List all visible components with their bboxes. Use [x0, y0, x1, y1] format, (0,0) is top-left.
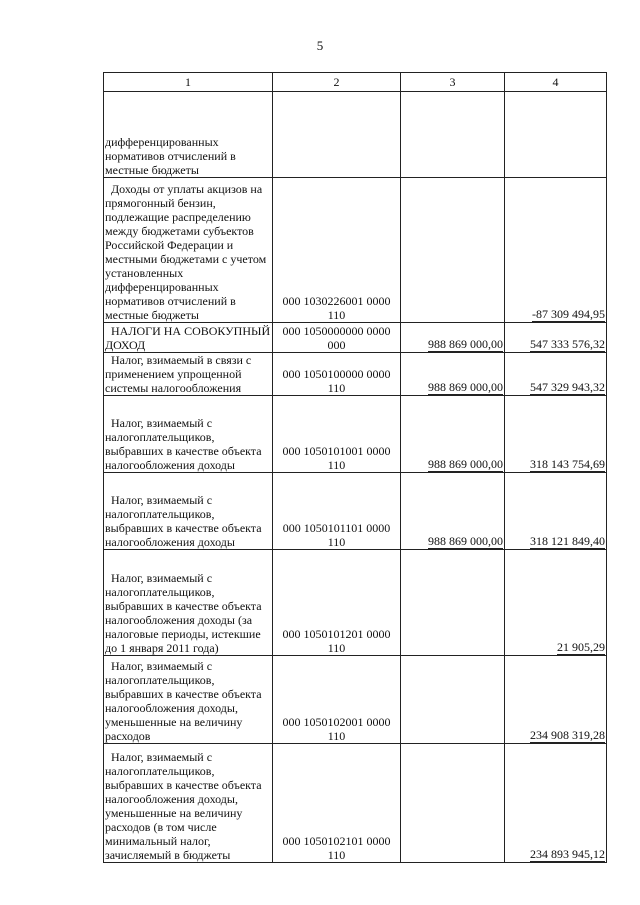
- table-row: [104, 323, 607, 353]
- row-fact: 547 333 576,32: [505, 323, 607, 353]
- table-row: [104, 178, 607, 323]
- table-row: [104, 92, 607, 178]
- row-name: Доходы от уплаты акцизов на прямогонный бензин, подлежащие распределению между бюджетами субъектов Российской Федерации и местными бюджетами с учетом установленных дифференцированных нормативов отчислений в местные бюджеты: [104, 178, 273, 323]
- row-name: Налог, взимаемый с налогоплательщиков, выбравших в качестве объекта налогообложения доходы, уменьшенные на величину расходов (в том числе минимальный налог, зачисляемый в бюджеты: [104, 744, 273, 863]
- table-row: [104, 473, 607, 550]
- row-fact: [505, 92, 607, 178]
- page-number: 5: [316, 38, 324, 53]
- row-name: Налог, взимаемый с налогоплательщиков, выбравших в качестве объекта налогообложения доходы, уменьшенные на величину расходов: [104, 656, 273, 744]
- row-fact: 318 143 754,69: [505, 396, 607, 473]
- row-code: 000 1050101101 0000 110: [273, 473, 401, 550]
- table-row: [104, 550, 607, 656]
- row-name: Налог, взимаемый в связи с применением упрощенной системы налогообложения: [104, 353, 273, 396]
- row-plan: [401, 744, 505, 863]
- row-name: НАЛОГИ НА СОВОКУПНЫЙ ДОХОД: [104, 323, 273, 353]
- table-row: [104, 744, 607, 863]
- table-row: [104, 353, 607, 396]
- column-header: 2: [273, 73, 401, 92]
- row-name: Налог, взимаемый с налогоплательщиков, выбравших в качестве объекта налогообложения доходы (за налоговые периоды, истекшие до 1 января 2011 года): [104, 550, 273, 656]
- revenue-table: [103, 72, 607, 863]
- table-row: [104, 656, 607, 744]
- row-fact: 21 905,29: [505, 550, 607, 656]
- row-fact: -87 309 494,95: [505, 178, 607, 323]
- row-plan: [401, 550, 505, 656]
- row-name: Налог, взимаемый с налогоплательщиков, выбравших в качестве объекта налогообложения доходы: [104, 396, 273, 473]
- row-code: 000 1050101001 0000 110: [273, 396, 401, 473]
- row-code: 000 1050100000 0000 110: [273, 353, 401, 396]
- row-code: 000 1050000000 0000 000: [273, 323, 401, 353]
- column-header: 3: [401, 73, 505, 92]
- row-code: 000 1050101201 0000 110: [273, 550, 401, 656]
- row-fact: 547 329 943,32: [505, 353, 607, 396]
- row-code: 000 1030226001 0000 110: [273, 178, 401, 323]
- row-code: [273, 92, 401, 178]
- row-plan: [401, 656, 505, 744]
- row-fact: 234 908 319,28: [505, 656, 607, 744]
- row-code: 000 1050102101 0000 110: [273, 744, 401, 863]
- row-code: 000 1050102001 0000 110: [273, 656, 401, 744]
- table-header-row: [104, 73, 607, 92]
- row-plan: 988 869 000,00: [401, 323, 505, 353]
- row-plan: [401, 178, 505, 323]
- row-fact: 318 121 849,40: [505, 473, 607, 550]
- table-row: [104, 396, 607, 473]
- column-header: 4: [505, 73, 607, 92]
- row-plan: [401, 92, 505, 178]
- row-plan: 988 869 000,00: [401, 396, 505, 473]
- row-plan: 988 869 000,00: [401, 353, 505, 396]
- row-fact: 234 893 945,12: [505, 744, 607, 863]
- row-plan: 988 869 000,00: [401, 473, 505, 550]
- column-header: 1: [104, 73, 273, 92]
- row-name: дифференцированных нормативов отчислений в местные бюджеты: [104, 92, 273, 178]
- row-name: Налог, взимаемый с налогоплательщиков, выбравших в качестве объекта налогообложения доходы: [104, 473, 273, 550]
